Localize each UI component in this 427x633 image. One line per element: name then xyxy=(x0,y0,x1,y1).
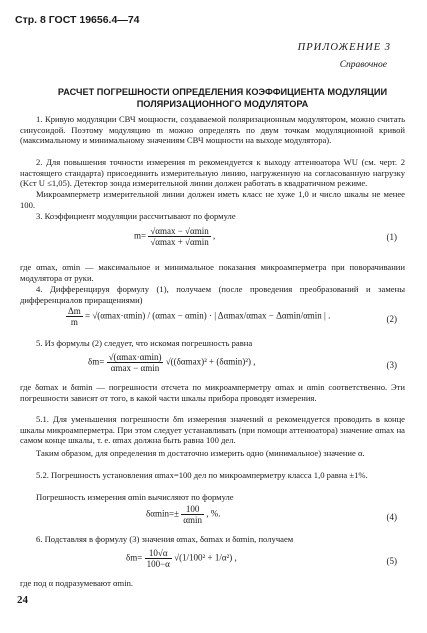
formula-5-lhs: δm= xyxy=(126,552,143,563)
paragraph-4: 4. Дифференцируя формулу (1), получаем (после проведения преобразований и замены дифференциалов приращениями) xyxy=(20,284,405,305)
formula-2 xyxy=(66,306,330,327)
formula-2-number: (2) xyxy=(386,314,397,324)
formula-1-number: (1) xyxy=(386,232,397,242)
formula-3-where: где δαmax и δαmin — погрешности отсчета по микроамперметру αmax и αmin соответственно. Эти погрешности зависят от того, в какой части шкалы прибора проводят измерения. xyxy=(20,382,405,403)
formula-3-denominator: αmax − αmin xyxy=(110,363,160,373)
formula-4-number: (4) xyxy=(386,512,397,522)
formula-1-lhs: m= xyxy=(134,230,147,241)
formula-2-left-fraction xyxy=(66,306,83,327)
formula-4-fraction xyxy=(181,504,204,525)
paragraph-5-2b: Погрешность измерения αmin вычисляют по формуле xyxy=(36,492,234,502)
paragraph-5-2: 5.2. Погрешность установления αmax=100 дел по микроамперметру класса 1,0 равна ±1%. xyxy=(36,470,368,480)
paragraph-2b: Микроамперметр измерительной линии должен иметь класс не хуже 1,0 и число шкалы не менее 100. xyxy=(20,189,405,210)
formula-5-fraction xyxy=(145,548,172,569)
formula-4 xyxy=(146,504,220,525)
formula-5-tail: , xyxy=(234,552,237,563)
formula-5 xyxy=(126,548,237,569)
paragraph-6: 6. Подставляя в формулу (3) значения αmax, δαmax и δαmin, получаем xyxy=(36,534,294,544)
formula-1-denominator: √αmax + √αmin xyxy=(150,237,209,247)
formula-3-tail: , xyxy=(253,356,256,367)
formula-5-numerator: 10√α xyxy=(145,548,172,559)
formula-4-tail: , %. xyxy=(206,508,221,519)
formula-4-numerator: 100 xyxy=(181,504,204,515)
formula-2-left-denominator: m xyxy=(70,317,78,327)
paragraph-5: 5. Из формулы (2) следует, что искомая погрешность равна xyxy=(36,338,253,348)
paragraph-5-1b: Таким образом, для определения m достаточно измерить одно (минимальное) значение α. xyxy=(36,448,365,458)
section-title-line2: ПОЛЯРИЗАЦИОННОГО МОДУЛЯТОРА xyxy=(136,99,309,109)
paragraph-2: 2. Для повышения точности измерения m рекомендуется к выходу аттенюатора WU (см. черт. 2 настоящего стандарта) присоединить измерительную линию, нагруженную на согласованную нагрузку (Kст U ≤1,05). Детектор зонда измерительной линии должен работать в квадратичном режиме. xyxy=(20,157,405,189)
formula-2-tail: . xyxy=(328,310,331,321)
formula-1 xyxy=(134,226,215,247)
formula-4-denominator: αmin xyxy=(183,515,202,525)
appendix-title: ПРИЛОЖЕНИЕ 3 xyxy=(297,42,391,53)
formula-5-root: √(1/100² + 1/α²) xyxy=(174,552,233,563)
appendix-status: Справочное xyxy=(339,60,387,70)
paragraph-3: 3. Коэффициент модуляции рассчитывают по формуле xyxy=(36,211,236,221)
formula-3-fraction xyxy=(107,352,164,373)
formula-5-where: где под α подразумевают αmin. xyxy=(20,578,134,588)
paragraph-1: 1. Кривую модуляции СВЧ мощности, создаваемой поляризационным модулятором, можно считать синусоидой. Поэтому модуляцию m можно определять по двум точкам модуляционной кривой (максимальному и минимальному значениям СВЧ мощности на выходе модулятора). xyxy=(20,114,405,146)
formula-1-fraction xyxy=(148,226,210,247)
formula-3 xyxy=(88,352,256,373)
formula-5-number: (5) xyxy=(386,556,397,566)
formula-2-left-numerator: Δm xyxy=(68,306,81,316)
formula-1-where: где αmax, αmin — максимальное и минимальное показания микроамперметра при поворачивании модулятора от руки. xyxy=(20,262,405,283)
formula-3-lhs: δm= xyxy=(88,356,105,367)
formula-5-denominator: 100−α xyxy=(146,559,170,569)
paragraph-5-1: 5.1. Для уменьшения погрешности δm измерения значений α рекомендуется проводить в конце шкалы микроамперметра. При этом следует устанавливать (при помощи аттенюатора) значение αmax на самом конце шкалы, т. е. αmax должна быть равна 100 дел. xyxy=(20,414,405,446)
page-header: Стр. 8 ГОСТ 19656.4—74 xyxy=(15,14,140,26)
section-title xyxy=(40,86,405,110)
formula-3-number: (3) xyxy=(386,360,397,370)
formula-4-lhs: δαmin=± xyxy=(146,508,179,519)
section-title-line1: РАСЧЕТ ПОГРЕШНОСТИ ОПРЕДЕЛЕНИЯ КОЭФФИЦИЕНТА МОДУЛЯЦИИ xyxy=(57,87,388,97)
formula-3-root: √((δαmax)² + (δαmin)²) xyxy=(165,356,251,367)
formula-2-rhs: = √(αmax·αmin) / (αmax − αmin) · | Δαmax/αmax − Δαmin/αmin | xyxy=(85,310,326,321)
formula-1-numerator: √αmax − √αmin xyxy=(150,226,209,236)
formula-1-tail: , xyxy=(212,230,216,241)
page-number: 24 xyxy=(17,594,28,606)
formula-3-numerator: √(αmax·αmin) xyxy=(108,352,162,362)
